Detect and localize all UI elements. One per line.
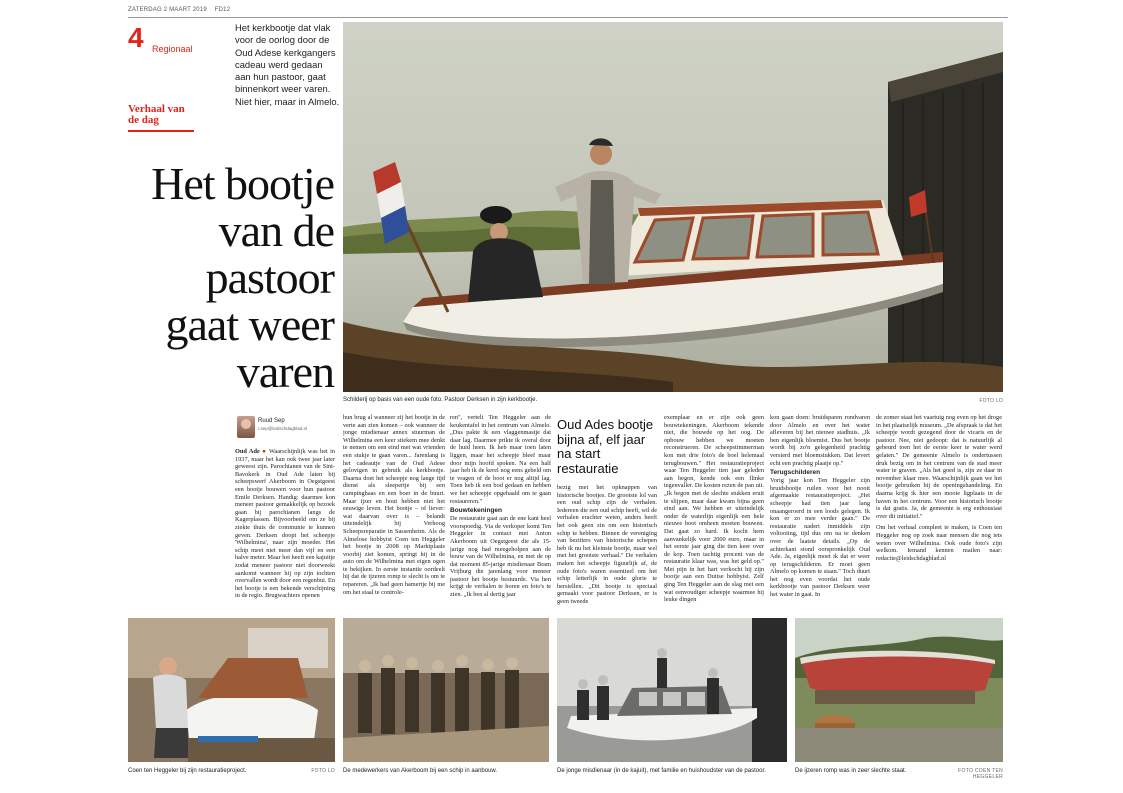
body-text-6: kon gaan doen: bruidsparen rondvaren door Almelo en over het water afleveren bij het nieuwe stadhuis. „Ik ben eigenlijk bloemist. Dus het bootje wordt bij zo'n gelegenheid prachtig versierd met bloemstukken. Dat levert echt een prachtig plaatje op." bbox=[770, 414, 870, 467]
photo-3-caption: De jonge misdienaar (in de kajuit), met familie en huishoudster van de pastoor. bbox=[557, 768, 766, 774]
body-text-7b: Om het verhaal compleet te maken, is Coen ten Heggeler nog op zoek naar mensen die nog iets weten over Wilhelmina. Ook oude foto's zijn welkom. Iemand kennen mailen naar: redactie@leidschdagblad.nl bbox=[876, 524, 1002, 562]
rubric-label: Verhaal van de dag bbox=[128, 103, 185, 126]
author-name: Ruud Sep bbox=[258, 418, 285, 424]
photo-2-caption: De medewerkers van Akerboom bij een schip in aanbouw. bbox=[343, 768, 498, 774]
author-email[interactable]: r.sep@leidschdagblad.nl bbox=[258, 426, 308, 431]
main-painting bbox=[343, 22, 1003, 392]
body-text-1: Waarschijnlijk was het in 1937, maar het kan ook twee jaar later geweest zijn. Parochianen van de Sint-Bavokerk in Oud Ade laten bij scheepswerf Akerboom in Oegstgeest een bootje bouwen voor hun pastoor Emile Derksen. Handig: daarmee kon meneer pastoor gemakkelijk op bezoek gaan bij parochianen langs de Kagerplassen. Bijvoorbeeld om ze bij ziekte thuis de communie te kunnen geven. Derksen doopt het scheepje 'Wilhelmina', naar zijn moeder. Het schip meet niet meer dan vijf en een halve meter. Maar het heeft een kajuitje zodat meneer pastoor niet doorweekt aankomt wanneer hij op zijn tochten overvallen wordt door een regenbui. En het bootje is een bekende verschijning in de regio. Brugwachters openen bbox=[235, 448, 335, 600]
body-text-7: de zomer staat het vaartuig nog even op het droge in het plaatselijk museum. „De afspraak is dat het scheepje wordt gezegend door de vicaris en de pastoor. Nee, niet gedoopt: dat is natuurlijk al gebeurd toen het de eerste keer te water werd gelaten." De gemeente Almelo is ondertussen druk bezig om in het centrum van de stad meer water te graven. „Als het goed is, zijn ze daar in november klaar mee. Waarschijnlijk gaan we het bootje gebruiken bij de openingshandeling. En daarna krijg ik hier een mooie ligplaats in de haven in het centrum. Voor een historisch bootje is dat gratis. Ja, de gemeente is erg enthousiast over dit initiatief." bbox=[876, 414, 1002, 520]
main-image-credit: FOTO LD bbox=[979, 398, 1003, 404]
section-label: Regionaal bbox=[152, 44, 193, 54]
article-column-2 bbox=[343, 414, 445, 612]
photo-1-caption: Coen ten Heggeler bij zijn restauratieproject. bbox=[128, 768, 247, 774]
photo-4-credit: FOTO COEN TEN HEGGELER bbox=[958, 768, 1003, 780]
rubric-rule bbox=[128, 130, 194, 132]
article-column-4 bbox=[557, 484, 657, 612]
author-avatar bbox=[237, 416, 255, 438]
page-header-line bbox=[128, 7, 236, 13]
photo-restoration bbox=[128, 618, 335, 762]
intro-text: Het kerkbootje dat vlak voor de oorlog door de Oud Adese kerkgangers cadeau werd gedaan aan hun pastoor, gaat binnenkort weer varen. Niet hier, maar in Almelo. bbox=[235, 22, 340, 107]
painting-illustration bbox=[343, 22, 1003, 392]
dateline-bullet-icon: ● bbox=[259, 448, 269, 455]
photo-1-credit: FOTO LD bbox=[311, 768, 335, 774]
issue-date: ZATERDAG 2 MAART 2019 bbox=[128, 7, 207, 13]
page-number: 4 bbox=[128, 22, 144, 53]
body-text-5: exemplaar en er zijn ook geen bouwtekeningen. Akerboom tekende niet, die bouwde op het oog. De opbouw hebben we moeten reconstrueren. De scheepstimmerman kon met drie foto's de boel helemaal terugbouwen." Het restauratieproject waar Ten Heggeler tien jaar geleden aan begon, kende ook een flinke tegenvaller. De kosten rezen de pan uit. „Ik begon met de slechte stukken eruit te slijpen, maar daar kwam bijna geen eind aan. We hebben er uiteindelijk onder de waterlijn eigenlijk een hele nieuwe boot omheen moeten bouwen. Dat gaat zo hard. Ik kocht hem aanvankelijk voor 2000 euro, maar in het eerste jaar ging die tien keer over de kop. Toen tachtig procent van de restauratie klaar was, was het geld op." Met pijn in het hart verkocht hij zijn bootje aan een Duitse hobbyist. Zelf ging Ten Heggeler aan de slag met een wat eenvoudiger scheepje waarmee hij leuke dingen bbox=[664, 414, 764, 604]
article-column-7 bbox=[876, 414, 1002, 612]
photo-4-caption: De ijzeren romp was in zeer slechte staat. bbox=[795, 768, 907, 774]
article-column-1 bbox=[235, 448, 335, 613]
article-column-3 bbox=[450, 414, 551, 612]
article-headline: Het bootje van de pastoor gaat weer varen bbox=[151, 158, 334, 397]
photo-boat-family bbox=[557, 618, 787, 762]
subheading-terugschilderen: Terugschilderen bbox=[770, 469, 821, 477]
photo-iron-hull bbox=[795, 618, 1003, 762]
paper-mark: FD12 bbox=[214, 7, 231, 13]
pullquote: Oud Ades bootje bijna af, elf jaar na start restauratie bbox=[557, 417, 654, 476]
article-column-6 bbox=[770, 414, 870, 612]
body-text-6b: Vorig jaar kon Ten Heggeler zijn bruidsbootje ruilen voor het nooit afgemaakte restauratieproject. „Het scheepje had tien jaar lang onaangeroerd in een loods gelegen. Ik kon er zo mee verder gaan." De restauratie nadert inmiddels zijn voltooiing, tijd dus om na te denken over de laatste details. „Op de achterkant stond oorspronkelijk Oud Ade. Ja, eigenlijk moet ik dat er weer op terugschilderen. Er moet geen Almelo op komen te staan." Toch duurt het nog even voordat het oude kerkbootje van pastoor Derksen weer het water in gaat. In bbox=[770, 477, 870, 599]
body-text-2: hun brug al wanneer zij het bootje in de verte aan zien komen – ook wanneer de jonge misdienaar annex stuurman de Wilhelmina een keer stiekem mee denkt te nemen om een eind met wat vrienden een stukje te gaan varen... Jarenlang is het cadeautje van de Oud Adese gelovigen in gebruik als kerkbootje. Daarna doet het scheepje nog lange tijd dienst als sleepertje bij een campinghaas en een boer in de buurt. Maar ijzer en hout hebben niet het eeuwige leven. Het bootje – of liever: wat daarvan over is – belandt uiteindelijk bij Verhoog Scheepsreparatie in Sassenheim. Als de Almelose hobbyist Coen ten Heggeler het bootje in 2008 op Marktplaats voorbij ziet komen, springt hij in de auto om de Wilhelmina met eigen ogen te bekijken. In eerste instantie oordeelt hij dat de ijzeren romp te slecht is om te repareren. „Ik had geen hamertje bij me om het staal te controle- bbox=[343, 414, 445, 596]
subheading-bouwtekeningen: Bouwtekeningen bbox=[450, 507, 503, 515]
article-column-5 bbox=[664, 414, 764, 612]
photo-akerboom-workers bbox=[343, 618, 549, 762]
body-text-3b: De restauratie gaat aan de ene kant heel voorspoedig. Via de verkoper komt Ten Heggeler in contact met Anton Akerboom uit Oegstgeest die als 15-jarige nog had meegeholpen aan de bouw van de Wilhelmina, en met de op dat moment 85-jarige misdienaar Bram Vrijburg die jarenlang voor meneer pastoor het bootje bestuurde. Via hen krijgt de verhalen te horen en foto's te zien. „Ik ben al dertig jaar bbox=[450, 515, 551, 599]
body-text-4: bezig met het opknappen van historische bootjes. De grootste lol van een oud schip zijn de verhalen. Iedereen die een oud schip heeft, wil de verhalen erachter weten, anders heeft het ook geen zin om een historisch schip te hebben. Binnen de vereniging van bezitters van historische schepen heb ik nu het kleinste bootje, maar wel met het grootste verhaal." De verhalen maken het scheepje figuurlijk af, de oude foto's waren essentieel om het schip letterlijk in oude glorie te herstellen. „Dit bootje is speciaal gemaakt voor pastoor Derksen, er is geen tweede bbox=[557, 484, 657, 605]
dateline: Oud Ade bbox=[235, 448, 260, 455]
body-text-3: ren", vertelt Ten Heggeler aan de keukentafel in het centrum van Almelo. „Dus pakte ik een vlaggenmastje dat daar lag. Daarmee prikte ik overal door de huid heen. Ik heb maar toen laten liggen, maar het scheepje bleef maar door mijn hoofd spoken. Na een half jaar heb ik de kerel nog eens gebeld om te vragen of de boot er nog altijd lag. Toen heb ik een bod gedaan en hebben we het scheepje opgehaald om te gaan restaureren." bbox=[450, 414, 551, 505]
header-rule bbox=[128, 17, 1008, 18]
main-image-caption: Schilderij op basis van een oude foto. Pastoor Derksen in zijn kerkbootje. bbox=[343, 397, 538, 403]
